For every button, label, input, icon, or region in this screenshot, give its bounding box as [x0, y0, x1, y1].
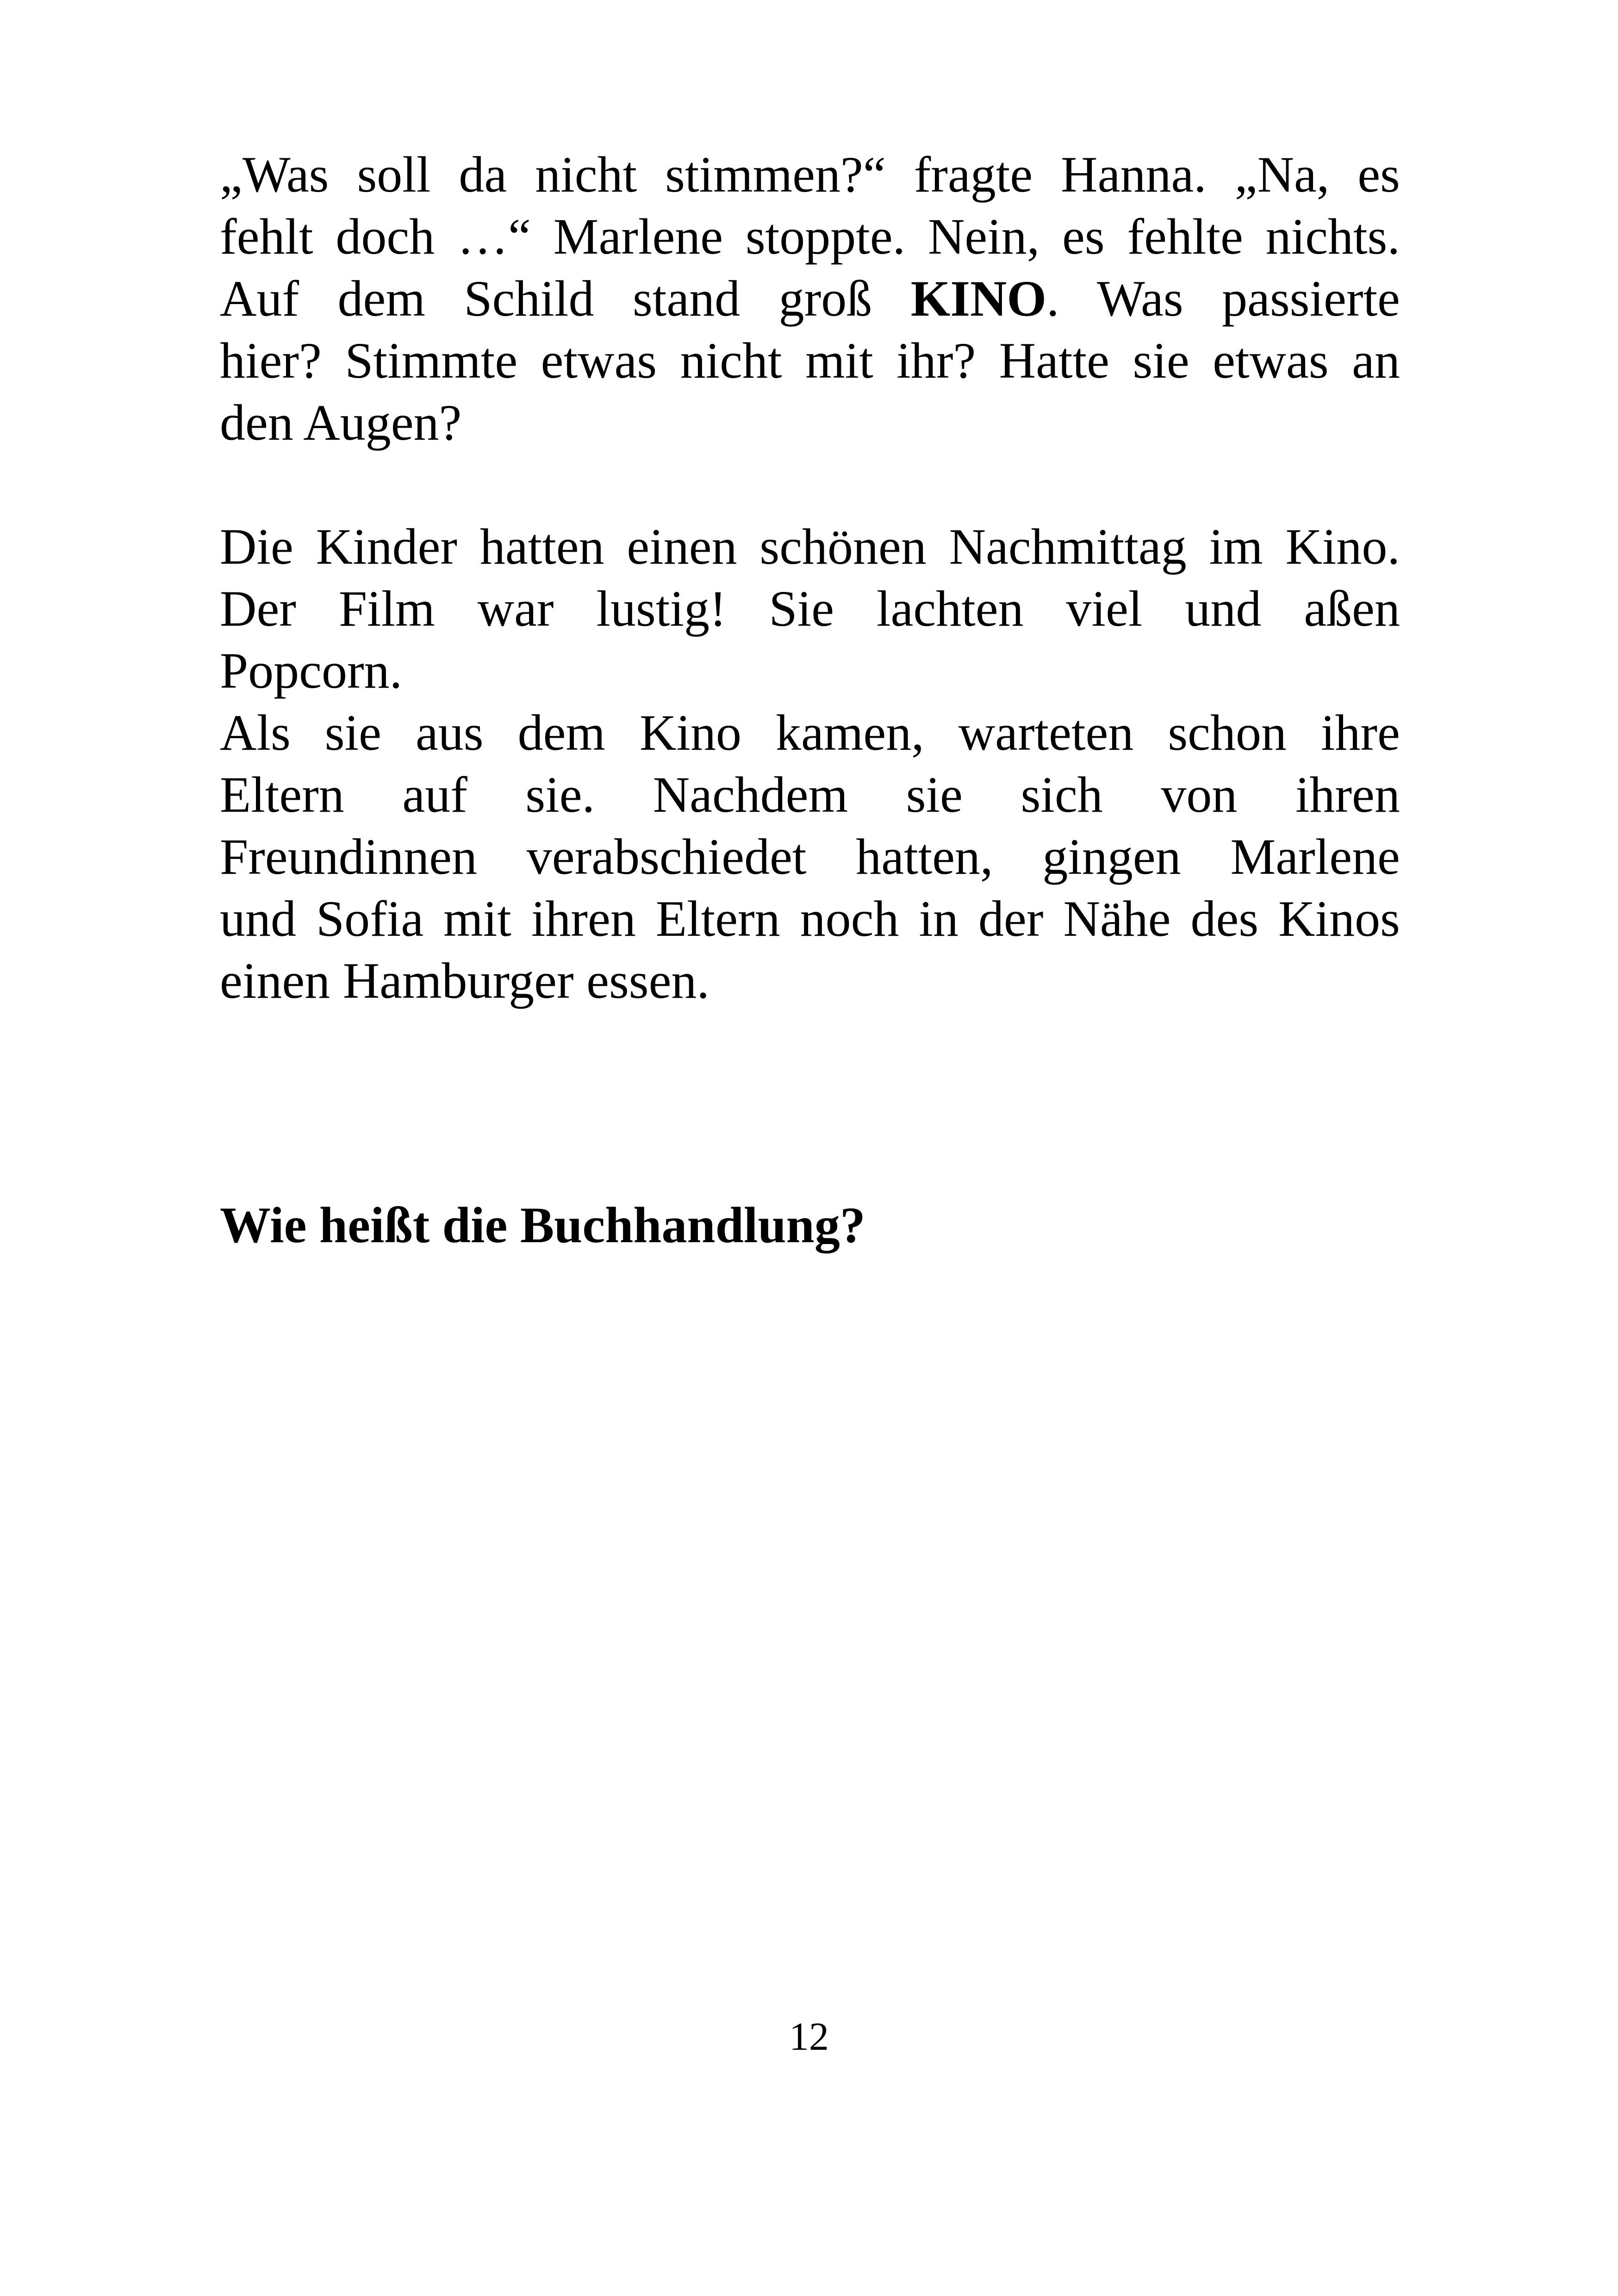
paragraph-3-line-4: und Sofia mit ihren Eltern noch in der Nähe des Kinos: [220, 890, 1400, 947]
page-number: 12: [789, 2014, 829, 2059]
paragraph-1-line-4: hier? Stimmte etwas nicht mit ihr? Hatte sie etwas an: [220, 332, 1400, 389]
paragraph-2: [220, 516, 1400, 702]
paragraph-2-line-3: Popcorn.: [220, 642, 403, 699]
paragraph-2-line-1: Die Kinder hatten einen schönen Nachmittag im Kino.: [220, 518, 1400, 575]
paragraph-2-line-2: Der Film war lustig! Sie lachten viel und aßen: [220, 580, 1400, 637]
line-3-text-before: Auf dem Schild stand groß: [220, 270, 911, 327]
paragraph-1-line-3: [220, 268, 1400, 330]
kino-sign-word: KINO: [910, 270, 1047, 327]
paragraph-1-line-1: „Was soll da nicht stimmen?“ fragte Hanna. „Na, es: [220, 146, 1400, 203]
paragraph-3-line-3: Freundinnen verabschiedet hatten, gingen Marlene: [220, 828, 1400, 885]
paragraph-3-line-1: Als sie aus dem Kino kamen, warteten schon ihre: [220, 704, 1400, 761]
paragraph-3-line-2: Eltern auf sie. Nachdem sie sich von ihren: [220, 766, 1400, 823]
question-heading: Wie heißt die Buchhandlung?: [220, 1197, 865, 1253]
paragraph-3: [220, 702, 1400, 1012]
paragraph-3-line-5: einen Hamburger essen.: [220, 952, 709, 1009]
paragraph-1-line-2: fehlt doch …“ Marlene stoppte. Nein, es fehlte nichts.: [220, 208, 1400, 265]
paragraph-1-line-5: den Augen?: [220, 394, 462, 451]
paragraph-1: [220, 143, 1400, 454]
line-3-text-after: . Was passierte: [1046, 270, 1400, 327]
